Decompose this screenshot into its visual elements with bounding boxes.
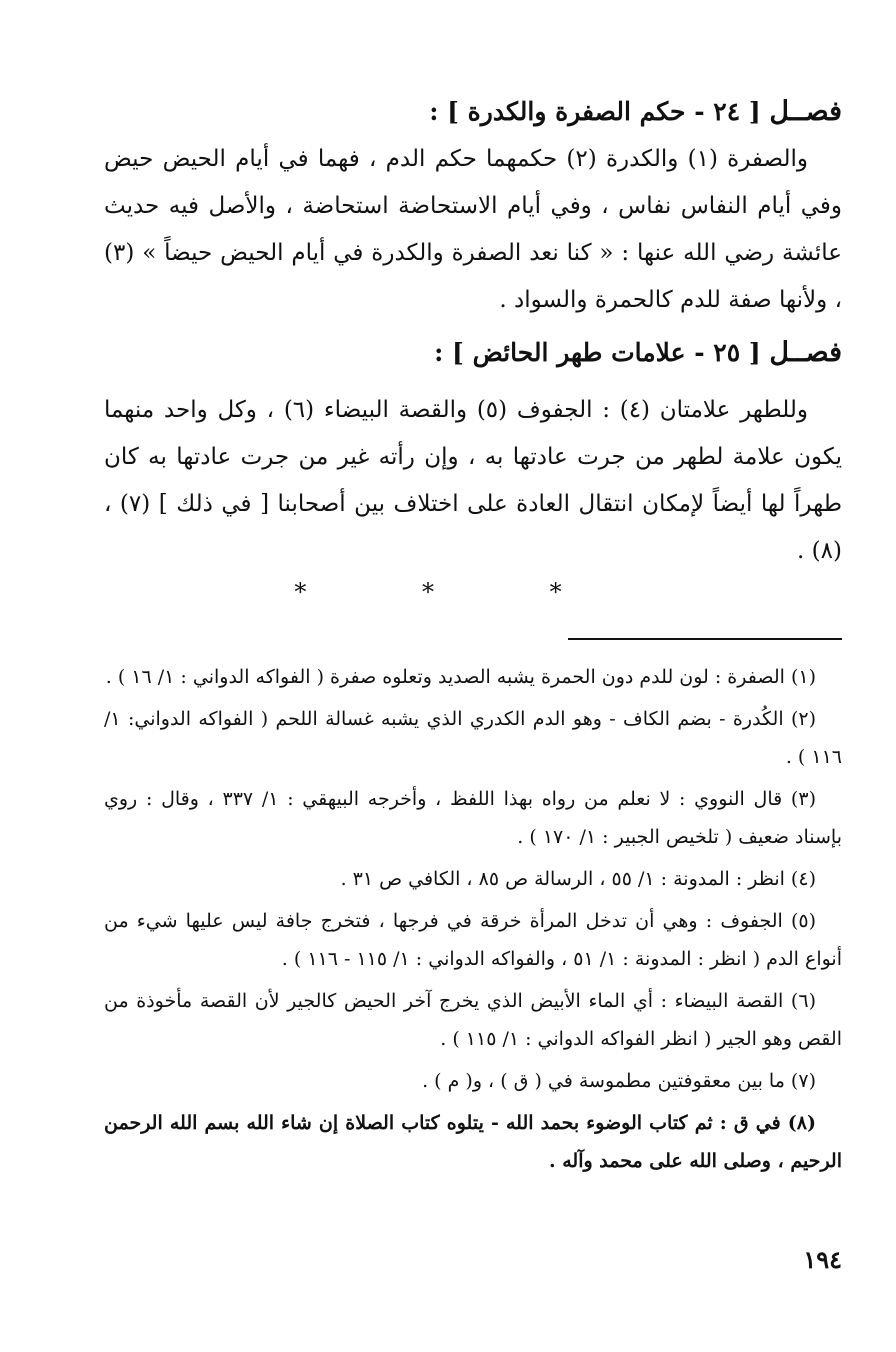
separator-star: * bbox=[549, 578, 602, 606]
section-24-title: [ ٢٤ - حكم الصفرة والكدرة ] : bbox=[429, 97, 761, 126]
footnote-5: (٥) الجفوف : وهي أن تدخل المرأة خرقة في فرجها ، فتخرج جافة ليس عليها شيء من أنواع الدم ( انظر : المدونة : ١/ ٥١ ، والفواكه الدواني : ١/ ١١٥ - ١١٦ ) . bbox=[104, 910, 842, 970]
footnotes bbox=[104, 658, 842, 1180]
footnote-4: (٤) انظر : المدونة : ١/ ٥٥ ، الرسالة ص ٨٥ ، الكافي ص ٣١ . bbox=[340, 868, 816, 890]
footnote-8: (٨) في ق : ثم كتاب الوضوء بحمد الله - يتلوه كتاب الصلاة إن شاء الله بسم الله الرحمن الرحيم ، وصلى الله على محمد وآله . bbox=[104, 1112, 842, 1172]
section-24-heading bbox=[104, 92, 842, 132]
section-25 bbox=[104, 333, 842, 575]
section-25-title: [ ٢٥ - علامات طهر الحائض ] : bbox=[434, 338, 761, 367]
section-24-body: والصفرة (١) والكدرة (٢) حكمهما حكم الدم ، فهما في أيام الحيض حيض وفي أيام النفاس نفاس ، وفي أيام الاستحاضة استحاضة ، والأصل فيه حديث عائشة رضي الله عنها : « كنا نعد الصفرة والكدرة في أيام الحيض حيضاً » (٣) ، ولأنها صفة للدم كالحمرة والسواد . bbox=[104, 146, 842, 313]
footnote-divider bbox=[568, 638, 842, 640]
section-25-body: وللطهر علامتان (٤) : الجفوف (٥) والقصة البيضاء (٦) ، وكل واحد منهما يكون علامة لطهر من جرت عادتها به ، وإن رأته غير من جرت عادتها به كان طهراً لها أيضاً لإمكان انتقال العادة على اختلاف بين أصحابنا [ في ذلك ] (٧) ، (٨) . bbox=[104, 397, 843, 564]
footnote-7: (٧) ما بين معقوفتين مطموسة في ( ق ) ، و( م ) . bbox=[422, 1070, 816, 1092]
section-24-label: فصــل bbox=[769, 96, 842, 127]
page-number: ١٩٤ bbox=[803, 1245, 842, 1274]
section-24 bbox=[104, 92, 842, 324]
separator-star: * bbox=[294, 578, 347, 606]
section-separator bbox=[0, 578, 896, 606]
footnote-2: (٢) الكُدرة - بضم الكاف - وهو الدم الكدري الذي يشبه غسالة اللحم ( الفواكه الدواني: ١/ ١١٦ ) . bbox=[104, 708, 842, 768]
section-25-heading bbox=[104, 333, 842, 373]
footnote-3: (٣) قال النووي : لا نعلم من رواه بهذا اللفظ ، وأخرجه البيهقي : ١/ ٣٣٧ ، وقال : روي بإسناد ضعيف ( تلخيص الجبير : ١/ ١٧٠ ) . bbox=[104, 788, 842, 848]
section-25-label: فصــل bbox=[769, 337, 842, 368]
footnote-6: (٦) القصة البيضاء : أي الماء الأبيض الذي يخرج آخر الحيض كالجير لأن القصة مأخوذة من القص وهو الجير ( انظر الفواكه الدواني : ١/ ١١٥ ) . bbox=[104, 990, 842, 1050]
separator-star: * bbox=[422, 578, 474, 606]
footnote-1: (١) الصفرة : لون للدم دون الحمرة يشبه الصديد وتعلوه صفرة ( الفواكه الدواني : ١/ ١٦ ) . bbox=[105, 666, 816, 688]
